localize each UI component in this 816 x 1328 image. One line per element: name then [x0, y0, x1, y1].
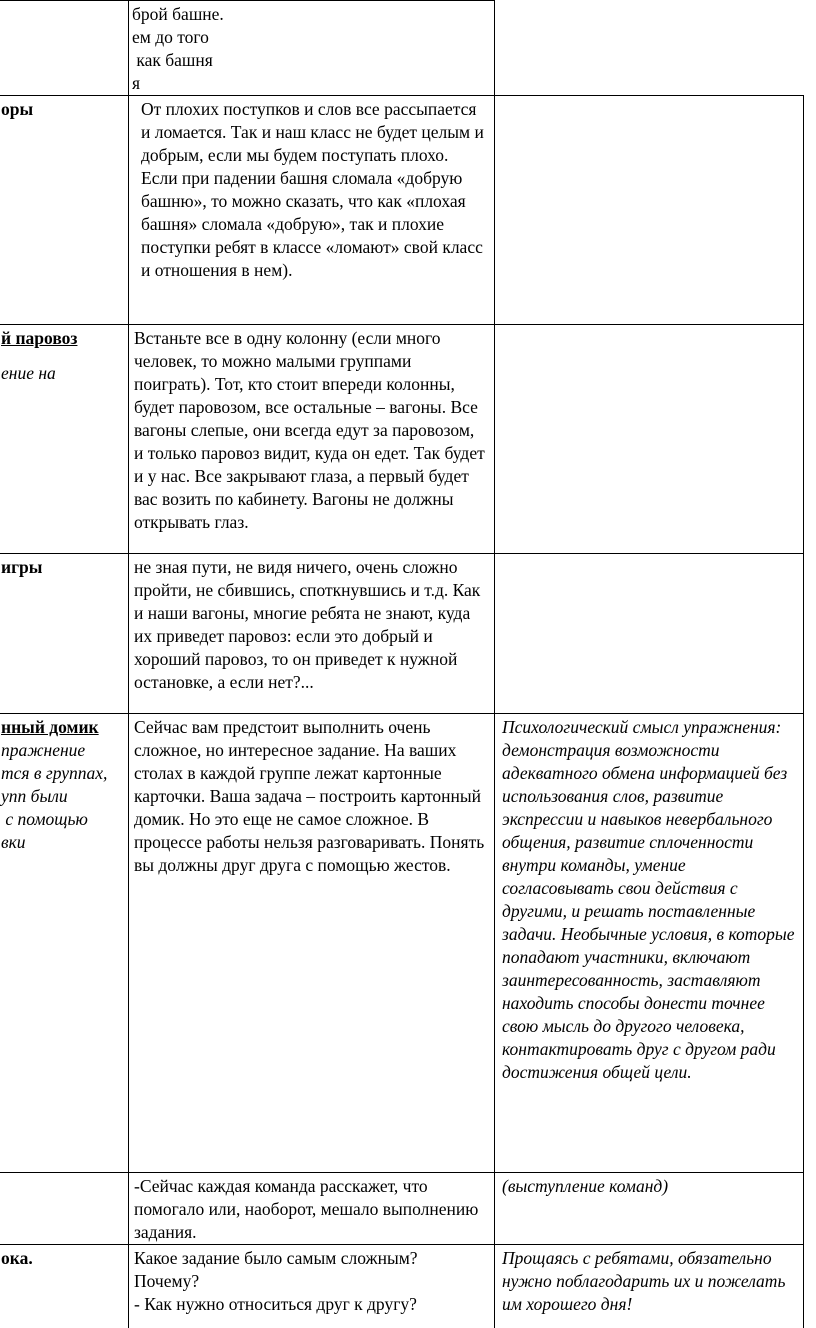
- stage-cell: [0, 554, 129, 714]
- note-cell: [495, 96, 804, 325]
- content-cell: [129, 1245, 495, 1328]
- content-line: брой башне.: [132, 4, 224, 24]
- content-text: Встаньте все в одну колонну (если много человек, то можно малыми группами поиграть). Тот, кто стоит впереди колонны, будет паровозом, все остальные – вагоны. Все вагоны слепые, они всегда едут за паровозом, и только паровоз видит, куда он едет. Так будет и у нас. Все закрывают глаза, а первый будет вас возить по кабинету. Вагоны не должны открывать глаз.: [134, 328, 485, 532]
- note-cell: [495, 554, 804, 714]
- stage-title: й паровоз: [1, 328, 78, 348]
- stage-description-line: пражнение: [1, 740, 86, 760]
- content-line: я: [132, 73, 141, 93]
- note-cell: [495, 714, 804, 1173]
- table-row: [0, 1173, 804, 1245]
- stage-title: нный домик: [1, 717, 99, 737]
- stage-cell: [0, 714, 129, 1173]
- stage-description-line: тся в группах,: [1, 763, 108, 783]
- stage-description-line: упп были: [1, 786, 68, 806]
- stage-title: ока.: [1, 1248, 33, 1268]
- note-text: задачи. Необычные условия, в которые попадают участники, включают заинтересованность, заставляют находить способы донести точнее свою мысль до другого человека, контактировать друг с другом ради достижения общей цели.: [502, 924, 795, 1082]
- stage-cell: [0, 1173, 129, 1245]
- content-text: Какое задание было самым сложным? Почему?: [134, 1248, 418, 1291]
- content-text: -Сейчас каждая команда расскажет, что помогало или, наоборот, мешало выполнению задания.: [134, 1176, 479, 1242]
- stage-title: оры: [1, 99, 34, 119]
- content-text: - Как нужно относиться друг к другу?: [134, 1294, 417, 1314]
- stage-cell: [0, 96, 129, 325]
- content-cell: [129, 554, 495, 714]
- content-line: как башня: [132, 50, 213, 70]
- content-text: От плохих поступков и слов все рассыпается и ломается. Так и наш класс не будет целым и добрым, если мы будем поступать плохо. Если при падении башня сломала «добрую башню», то можно сказать, что как «плохая башня» сломала «добрую», так и плохие поступки ребят в классе «ломают» свой класс и отношения в нем).: [141, 99, 484, 280]
- stage-cell: [0, 1, 129, 96]
- note-text: (выступление команд): [502, 1176, 669, 1196]
- stage-description: ение на: [1, 363, 56, 383]
- table-row: [0, 96, 804, 325]
- content-cell: [129, 714, 495, 1173]
- empty-cell: [495, 1, 804, 96]
- note-text: Психологический смысл упражнения: демонстрация возможности адекватного обмена информацией без использования слов, развитие экспрессии и навыков невербального общения, развитие сплоченности внутри команды, умение согласовывать свои действия с другими, и решать поставленные: [502, 717, 788, 921]
- stage-cell: [0, 1245, 129, 1328]
- content-text: Сейчас вам предстоит выполнить очень сложное, но интересное задание. На ваших столах в каждой группе лежат картонные карточки. Ваша задача – построить картонный домик. Но это еще не самое сложное. В процессе работы нельзя разговаривать. Понять вы должны друг друга с помощью жестов.: [134, 717, 485, 875]
- note-cell: [495, 325, 804, 554]
- note-cell: [495, 1245, 804, 1328]
- stage-title: игры: [1, 557, 43, 577]
- note-text: Прощаясь с ребятами, обязательно нужно поблагодарить их и пожелать им хорошего дня!: [502, 1248, 786, 1314]
- table-row: [0, 1, 804, 96]
- content-cell: [129, 96, 495, 325]
- table-row: [0, 1245, 804, 1328]
- content-line: ем до того: [132, 27, 209, 47]
- stage-description-line: вки: [1, 832, 26, 852]
- note-cell: [495, 1173, 804, 1245]
- table-row: [0, 325, 804, 554]
- content-text: не зная пути, не видя ничего, очень сложно пройти, не сбившись, споткнувшись и т.д. Как и наши вагоны, многие ребята не знают, куда их приведет паровоз: если это добрый и хороший паровоз, то он приведет к нужной остановке, а если нет?...: [134, 557, 481, 692]
- content-cell: [129, 325, 495, 554]
- table-row: [0, 554, 804, 714]
- table-row: [0, 714, 804, 1173]
- stage-description-line: с помощью: [1, 809, 88, 829]
- content-cell: [129, 1173, 495, 1245]
- stage-cell: [0, 325, 129, 554]
- content-cell: [129, 1, 495, 96]
